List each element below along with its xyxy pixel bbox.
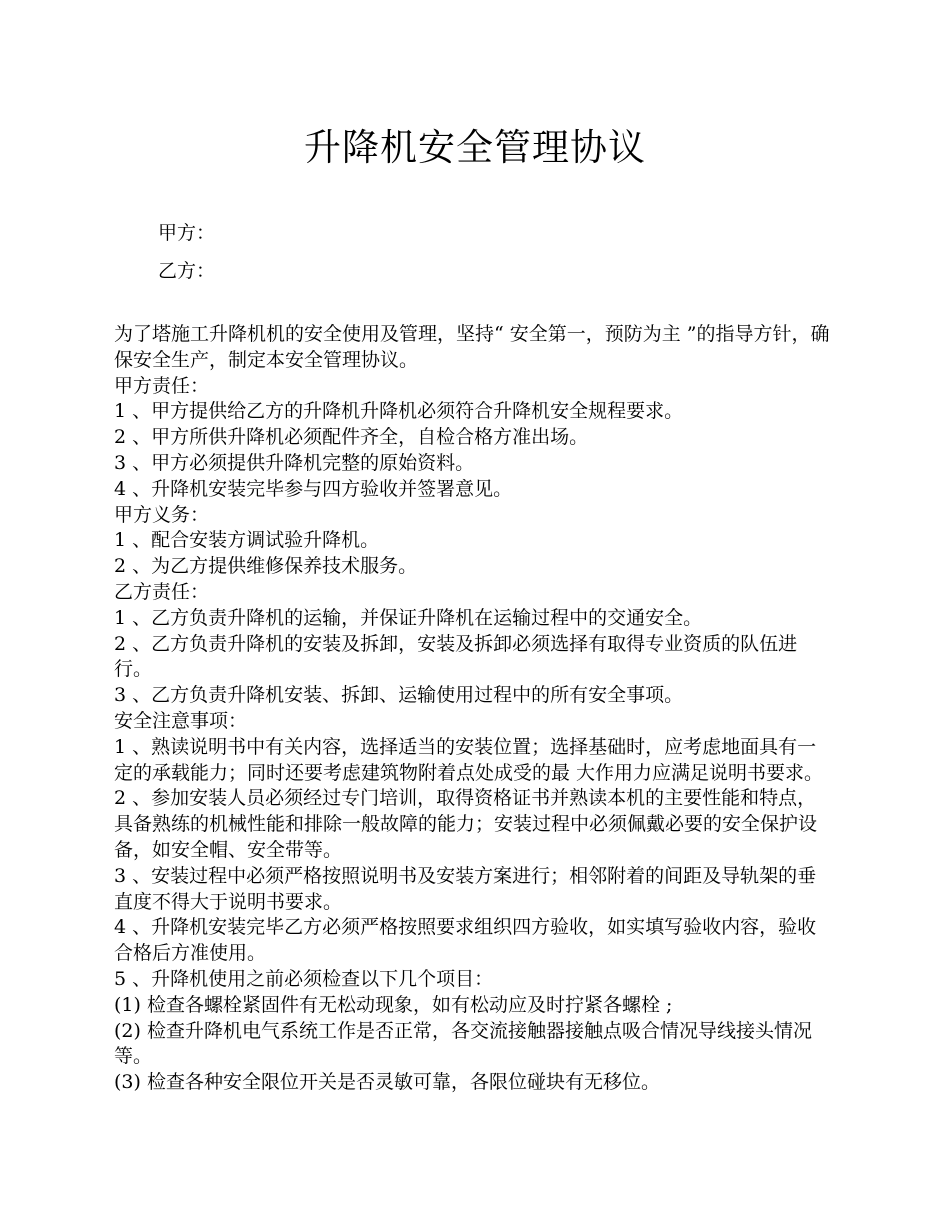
list-item: 3 、安装过程中必须严格按照说明书及安装方案进行；相邻附着的间距及导轨架的垂直度不得大于说明书要求。	[114, 864, 817, 913]
list-item: 2 、为乙方提供维修保养技术服务。	[114, 555, 418, 578]
list-item: 2 、参加安装人员必须经过专门培训，取得资格证书并熟读本机的主要性能和特点，具备熟练的机械性能和排除一般故障的能力；安装过程中必须佩戴必要的安全保护设备，如安全帽、安全带等。	[114, 787, 818, 861]
section-heading-party-b-duties: 乙方责任：	[114, 580, 210, 603]
list-item: 3 、甲方必须提供升降机完整的原始资料。	[114, 451, 475, 474]
list-item: 2 、甲方所供升降机必须配件齐全，自检合格方准出场。	[114, 426, 589, 449]
party-a-label: 甲方：	[158, 222, 216, 244]
intro-paragraph: 为了塔施工升降机机的安全使用及管理，坚持“ 安全第一，预防为主 ”的指导方针，确保安全生产，制定本安全管理协议。	[114, 323, 830, 371]
sub-list-item: (3) 检查各种安全限位开关是否灵敏可靠，各限位碰块有无移位。	[114, 1071, 660, 1094]
document-title: 升降机安全管理协议	[304, 126, 646, 169]
list-item: 5 、升降机使用之前必须检查以下几个项目：	[114, 967, 494, 990]
section-heading-party-a-obligations: 甲方义务：	[114, 503, 210, 526]
list-item: 2 、乙方负责升降机的安装及拆卸，安装及拆卸必须选择有取得专业资质的队伍进行。	[114, 632, 798, 681]
list-item: 3 、乙方负责升降机安装、拆卸、运输使用过程中的所有安全事项。	[114, 684, 684, 707]
list-item: 4 、升降机安装完毕参与四方验收并签署意见。	[114, 477, 513, 500]
document-body	[114, 322, 834, 1096]
list-item: 4 、升降机安装完毕乙方必须严格按照要求组织四方验收，如实填写验收内容，验收合格后方准使用。	[114, 916, 817, 965]
list-item: 1 、熟读说明书中有关内容，选择适当的安装位置；选择基础时，应考虑地面具有一定的承载能力；同时还要考虑建筑物附着点处成受的最 大作用力应满足说明书要求。	[114, 735, 824, 784]
section-heading-safety-notes: 安全注意事项：	[114, 709, 248, 732]
sub-list-item: (1) 检查各螺栓紧固件有无松动现象，如有松动应及时拧紧各螺栓 ;	[114, 993, 673, 1016]
section-heading-party-a-duties: 甲方责任：	[114, 374, 210, 397]
list-item: 1 、甲方提供给乙方的升降机升降机必须符合升降机安全规程要求。	[114, 400, 684, 423]
sub-list-item: (2) 检查升降机电气系统工作是否正常，各交流接触器接触点吸合情况导线接头情况等。	[114, 1019, 812, 1068]
list-item: 1 、配合安装方调试验升降机。	[114, 529, 380, 552]
party-b-label: 乙方：	[158, 260, 216, 282]
list-item: 1 、乙方负责升降机的运输，并保证升降机在运输过程中的交通安全。	[114, 606, 703, 629]
